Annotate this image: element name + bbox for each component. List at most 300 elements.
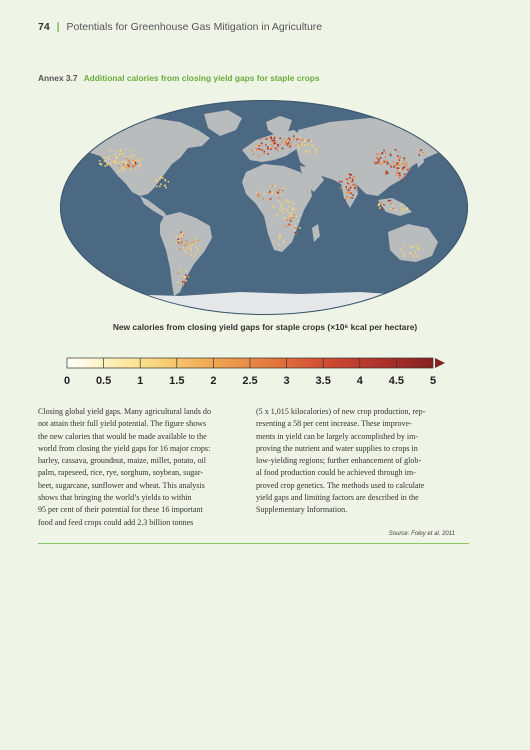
hotspot-dot — [296, 139, 298, 141]
hotspot-dot — [115, 154, 117, 156]
hotspot-dot — [267, 148, 269, 150]
hotspot-dot — [269, 199, 271, 201]
hotspot-dot — [292, 207, 294, 209]
text-line: yield gaps and limiting factors are described in the — [256, 493, 419, 503]
hotspot-dot — [310, 141, 312, 143]
hotspot-dot — [177, 273, 179, 275]
text-line: food and feed crops could add 2.3 billion tonnes — [38, 517, 194, 527]
hotspot-dot — [355, 186, 357, 188]
hotspot-dot — [182, 281, 184, 283]
hotspot-dot — [282, 188, 284, 190]
hotspot-dot — [390, 208, 392, 210]
hotspot-dot — [388, 200, 390, 202]
colorbar-tick-label: 4.5 — [388, 375, 405, 387]
hotspot-dot — [385, 156, 387, 158]
hotspot-dot — [311, 145, 313, 147]
hotspot-dot — [289, 216, 291, 218]
hotspot-dot — [377, 161, 379, 163]
hotspot-dot — [401, 211, 403, 213]
hotspot-dot — [256, 149, 258, 151]
hotspot-dot — [261, 139, 263, 141]
hotspot-dot — [272, 207, 274, 209]
hotspot-dot — [123, 161, 125, 163]
hotspot-dot — [308, 153, 310, 155]
hotspot-dot — [258, 145, 260, 147]
hotspot-dot — [109, 151, 111, 153]
hotspot-dot — [179, 235, 181, 237]
hotspot-dot — [302, 139, 304, 141]
hotspot-dot — [159, 186, 161, 188]
hotspot-dot — [107, 164, 109, 166]
hotspot-dot — [261, 145, 263, 147]
hotspot-dot — [283, 241, 285, 243]
hotspot-dot — [304, 144, 306, 146]
hotspot-dot — [162, 177, 164, 179]
hotspot-dot — [258, 196, 260, 198]
hotspot-dot — [125, 149, 127, 151]
hotspot-dot — [133, 155, 135, 157]
hotspot-dot — [346, 196, 348, 198]
hotspot-dot — [400, 169, 402, 171]
hotspot-dot — [413, 256, 415, 258]
hotspot-dot — [391, 203, 393, 205]
hotspot-dot — [186, 248, 188, 250]
hotspot-dot — [135, 159, 137, 161]
hotspot-dot — [130, 163, 132, 165]
hotspot-dot — [376, 157, 378, 159]
hotspot-dot — [308, 140, 310, 142]
hotspot-dot — [403, 255, 405, 257]
hotspot-dot — [304, 141, 306, 143]
hotspot-dot — [392, 208, 394, 210]
running-title: Potentials for Greenhouse Gas Mitigation in Agriculture — [66, 21, 323, 33]
hotspot-dot — [186, 244, 188, 246]
hotspot-dot — [195, 240, 197, 242]
header-separator: | — [56, 21, 60, 33]
hotspot-dot — [383, 204, 385, 206]
hotspot-dot — [279, 189, 281, 191]
hotspot-dot — [266, 138, 268, 140]
hotspot-dot — [279, 234, 281, 236]
hotspot-dot — [156, 186, 158, 188]
hotspot-dot — [186, 241, 188, 243]
hotspot-dot — [379, 163, 381, 165]
hotspot-dot — [379, 207, 381, 209]
hotspot-dot — [118, 170, 120, 172]
hotspot-dot — [381, 153, 383, 155]
colorbar-tick-label: 2 — [210, 375, 217, 387]
hotspot-dot — [258, 155, 260, 157]
hotspot-dot — [282, 210, 284, 212]
hotspot-dot — [422, 152, 424, 154]
colorbar-legend — [60, 354, 460, 394]
hotspot-dot — [160, 176, 162, 178]
hotspot-dot — [299, 227, 301, 229]
hotspot-dot — [181, 236, 183, 238]
hotspot-dot — [355, 190, 357, 192]
hotspot-dot — [284, 226, 286, 228]
annex-number: Annex 3.7 — [38, 73, 78, 83]
hotspot-dot — [127, 166, 129, 168]
hotspot-dot — [103, 157, 105, 159]
hotspot-dot — [178, 240, 180, 242]
hotspot-dot — [392, 161, 394, 163]
hotspot-dot — [313, 145, 315, 147]
text-line: not attain their full yield potential. The figure shows — [38, 419, 207, 429]
text-line: resenting a 58 per cent increase. These improve- — [256, 419, 412, 429]
hotspot-dot — [349, 197, 351, 199]
hotspot-dot — [352, 179, 354, 181]
hotspot-dot — [378, 158, 380, 160]
hotspot-dot — [133, 160, 135, 162]
hotspot-dot — [276, 191, 278, 193]
hotspot-dot — [401, 169, 403, 171]
hotspot-dot — [399, 177, 401, 179]
hotspot-dot — [277, 215, 279, 217]
text-line: Closing global yield gaps. Many agricultural lands do — [38, 407, 211, 416]
hotspot-dot — [282, 148, 284, 150]
hotspot-dot — [347, 191, 349, 193]
hotspot-dot — [134, 165, 136, 167]
figure-caption: New calories from closing yield gaps for staple crops (×10⁶ kcal per hectare) — [112, 322, 418, 332]
hotspot-dot — [281, 141, 283, 143]
hotspot-dot — [116, 151, 118, 153]
hotspot-dot — [115, 158, 117, 160]
hotspot-dot — [120, 149, 122, 151]
hotspot-dot — [135, 163, 137, 165]
divider-rule — [38, 543, 469, 544]
colorbar-tick-label: 5 — [429, 375, 437, 387]
hotspot-dot — [385, 152, 387, 154]
hotspot-dot — [138, 159, 140, 161]
hotspot-dot — [399, 175, 401, 177]
hotspot-dot — [251, 150, 253, 152]
hotspot-dot — [183, 283, 185, 285]
hotspot-dot — [278, 238, 280, 240]
hotspot-dot — [291, 209, 293, 211]
hotspot-dot — [287, 144, 289, 146]
hotspot-dot — [373, 161, 375, 163]
hotspot-dot — [104, 161, 106, 163]
text-line: ments in yield can be largely accomplished by im- — [256, 431, 419, 441]
hotspot-dot — [380, 163, 382, 165]
hotspot-dot — [291, 212, 293, 214]
hotspot-dot — [185, 274, 187, 276]
hotspot-dot — [390, 154, 392, 156]
hotspot-dot — [141, 158, 143, 160]
hotspot-dot — [285, 202, 287, 204]
hotspot-dot — [190, 248, 192, 250]
hotspot-dot — [264, 193, 266, 195]
hotspot-dot — [132, 158, 134, 160]
hotspot-dot — [289, 218, 291, 220]
hotspot-dot — [402, 168, 404, 170]
hotspot-dot — [285, 143, 287, 145]
hotspot-dot — [416, 245, 418, 247]
hotspot-dot — [108, 158, 110, 160]
hotspot-dot — [401, 249, 403, 251]
hotspot-dot — [294, 232, 296, 234]
hotspot-dot — [271, 191, 273, 193]
hotspot-dot — [404, 245, 406, 247]
hotspot-dot — [165, 180, 167, 182]
hotspot-dot — [401, 208, 403, 210]
hotspot-dot — [183, 247, 185, 249]
hotspot-dot — [112, 161, 114, 163]
hotspot-dot — [265, 144, 267, 146]
hotspot-dot — [157, 181, 159, 183]
hotspot-dot — [179, 248, 181, 250]
hotspot-dot — [185, 270, 187, 272]
hotspot-dot — [288, 212, 290, 214]
hotspot-dot — [294, 226, 296, 228]
hotspot-dot — [189, 246, 191, 248]
hotspot-dot — [129, 156, 131, 158]
hotspot-dot — [293, 203, 295, 205]
hotspot-dot — [274, 142, 276, 144]
hotspot-dot — [299, 136, 301, 138]
hotspot-dot — [404, 255, 406, 257]
hotspot-dot — [185, 250, 187, 252]
hotspot-dot — [396, 167, 398, 169]
hotspot-dot — [289, 144, 291, 146]
annex-title: Additional calories from closing yield gaps for staple crops — [83, 73, 320, 83]
hotspot-dot — [397, 155, 399, 157]
hotspot-dot — [125, 167, 127, 169]
hotspot-dot — [106, 162, 108, 164]
hotspot-dot — [191, 244, 193, 246]
hotspot-dot — [289, 224, 291, 226]
hotspot-dot — [133, 162, 135, 164]
hotspot-dot — [396, 170, 398, 172]
hotspot-dot — [392, 205, 394, 207]
hotspot-dot — [271, 144, 273, 146]
hotspot-dot — [133, 161, 135, 163]
hotspot-dot — [350, 181, 352, 183]
hotspot-dot — [257, 194, 259, 196]
hotspot-dot — [116, 163, 118, 165]
hotspot-dot — [180, 269, 182, 271]
hotspot-dot — [393, 166, 395, 168]
hotspot-dot — [129, 161, 131, 163]
hotspot-dot — [396, 166, 398, 168]
text-line: 95 per cent of their potential for these 16 important — [38, 505, 203, 515]
hotspot-dot — [400, 204, 402, 206]
hotspot-dot — [124, 156, 126, 158]
hotspot-dot — [279, 209, 281, 211]
hotspot-dot — [293, 138, 295, 140]
hotspot-dot — [299, 143, 301, 145]
hotspot-dot — [178, 282, 180, 284]
hotspot-dot — [265, 136, 267, 138]
hotspot-dot — [347, 192, 349, 194]
hotspot-dot — [403, 252, 405, 254]
text-line: palm, rapeseed, rice, rye, sorghum, soybean, sugar- — [38, 468, 204, 478]
hotspot-dot — [375, 163, 377, 165]
hotspot-dot — [281, 194, 283, 196]
hotspot-dot — [347, 183, 349, 185]
hotspot-dot — [345, 186, 347, 188]
hotspot-dot — [279, 137, 281, 139]
hotspot-dot — [123, 167, 125, 169]
hotspot-dot — [299, 148, 301, 150]
hotspot-dot — [298, 221, 300, 223]
text-line: proved crop genetics. The methods used to calculate — [256, 480, 425, 490]
hotspot-dot — [183, 276, 185, 278]
hotspot-dot — [105, 160, 107, 162]
hotspot-dot — [155, 180, 157, 182]
left-column — [38, 406, 250, 529]
hotspot-dot — [264, 151, 266, 153]
hotspot-dot — [404, 174, 406, 176]
hotspot-dot — [283, 217, 285, 219]
hotspot-dot — [421, 154, 423, 156]
hotspot-dot — [395, 149, 397, 151]
text-line: the new calories that would be made available to the — [38, 431, 207, 441]
hotspot-dot — [175, 242, 177, 244]
text-line: world from closing the yield gaps for 16 major crops: — [38, 443, 211, 453]
hotspot-dot — [404, 209, 406, 211]
page-number: 74 — [38, 21, 50, 33]
hotspot-dot — [122, 170, 124, 172]
hotspot-dot — [376, 162, 378, 164]
hotspot-dot — [398, 162, 400, 164]
antarctica — [60, 292, 468, 315]
hotspot-dot — [292, 215, 294, 217]
hotspot-dot — [351, 197, 353, 199]
hotspot-dot — [316, 152, 318, 154]
hotspot-dot — [387, 162, 389, 164]
hotspot-dot — [135, 168, 137, 170]
hotspot-dot — [272, 146, 274, 148]
hotspot-dot — [195, 253, 197, 255]
hotspot-dot — [352, 177, 354, 179]
hotspot-dot — [291, 140, 293, 142]
hotspot-dot — [409, 252, 411, 254]
hotspot-dot — [109, 155, 111, 157]
hotspot-dot — [278, 244, 280, 246]
colorbar-tick-label: 0 — [63, 375, 71, 387]
hotspot-dot — [270, 147, 272, 149]
hotspot-dot — [404, 167, 406, 169]
hotspot-dot — [264, 153, 266, 155]
hotspot-dot — [300, 140, 302, 142]
right-column — [256, 406, 468, 529]
hotspot-dot — [294, 229, 296, 231]
hotspot-dot — [126, 158, 128, 160]
hotspot-dot — [190, 250, 192, 252]
hotspot-dot — [382, 205, 384, 207]
hotspot-dot — [353, 184, 355, 186]
hotspot-dot — [131, 168, 133, 170]
hotspot-dot — [122, 153, 124, 155]
hotspot-dot — [165, 187, 167, 189]
hotspot-dot — [341, 181, 343, 183]
hotspot-dot — [196, 246, 198, 248]
hotspot-dot — [308, 150, 310, 152]
hotspot-dot — [272, 185, 274, 187]
hotspot-dot — [382, 162, 384, 164]
hotspot-dot — [286, 210, 288, 212]
hotspot-dot — [279, 144, 281, 146]
hotspot-dot — [275, 148, 277, 150]
colorbar-tick-label: 3.5 — [315, 375, 331, 387]
text-line: low-yielding regions; further enhancement of glob- — [256, 456, 422, 466]
text-line: barley, cassava, groundnut, maize, millet, potato, oil — [38, 456, 206, 466]
hotspot-dot — [401, 179, 403, 181]
hotspot-dot — [351, 193, 353, 195]
hotspot-dot — [285, 218, 287, 220]
hotspot-dot — [127, 164, 129, 166]
hotspot-dot — [419, 154, 421, 156]
hotspot-dot — [417, 247, 419, 249]
hotspot-dot — [192, 242, 194, 244]
hotspot-dot — [390, 166, 392, 168]
hotspot-dot — [339, 181, 341, 183]
hotspot-dot — [400, 162, 402, 164]
hotspot-dot — [420, 149, 422, 151]
hotspot-dot — [378, 205, 380, 207]
hotspot-dot — [259, 148, 261, 150]
hotspot-dot — [404, 158, 406, 160]
hotspot-dot — [262, 198, 264, 200]
colorbar — [60, 354, 460, 394]
colorbar-tick-label: 1.5 — [169, 375, 185, 387]
hotspot-dot — [287, 139, 289, 141]
world-map — [60, 100, 468, 315]
hotspot-dot — [417, 250, 419, 252]
hotspot-dot — [253, 153, 255, 155]
hotspot-dot — [106, 157, 108, 159]
hotspot-dot — [406, 207, 408, 209]
text-line: al food production could be achieved through im- — [256, 468, 416, 478]
hotspot-dot — [186, 253, 188, 255]
hotspot-dot — [185, 277, 187, 279]
hotspot-dot — [184, 245, 186, 247]
hotspot-dot — [403, 177, 405, 179]
new-zealand — [450, 256, 458, 274]
hotspot-dot — [273, 241, 275, 243]
hotspot-dot — [269, 185, 271, 187]
hotspot-dot — [381, 202, 383, 204]
hotspot-dot — [387, 172, 389, 174]
running-header — [38, 21, 322, 33]
hotspot-dot — [283, 208, 285, 210]
hotspot-dot — [396, 172, 398, 174]
hotspot-dot — [188, 276, 190, 278]
hotspot-dot — [407, 169, 409, 171]
hotspot-dot — [197, 240, 199, 242]
hotspot-dot — [413, 246, 415, 248]
hotspot-dot — [270, 136, 272, 138]
hotspot-dot — [290, 220, 292, 222]
colorbar-tick-label: 4 — [356, 375, 363, 387]
colorbar-tick-label: 1 — [137, 375, 144, 387]
hotspot-dot — [164, 185, 166, 187]
hotspot-dot — [291, 201, 293, 203]
hotspot-dot — [269, 191, 271, 193]
text-line: beet, sugarcane, sunflower and wheat. This analysis — [38, 480, 205, 490]
hotspot-dot — [397, 151, 399, 153]
hotspot-dot — [271, 140, 273, 142]
hotspot-dot — [410, 246, 412, 248]
source-note: Source: Foley et al. 2011 — [388, 531, 455, 537]
hotspot-dot — [132, 165, 134, 167]
hotspot-dot — [404, 159, 406, 161]
hotspot-dot — [288, 142, 290, 144]
hotspot-dot — [287, 225, 289, 227]
hotspot-dot — [267, 153, 269, 155]
